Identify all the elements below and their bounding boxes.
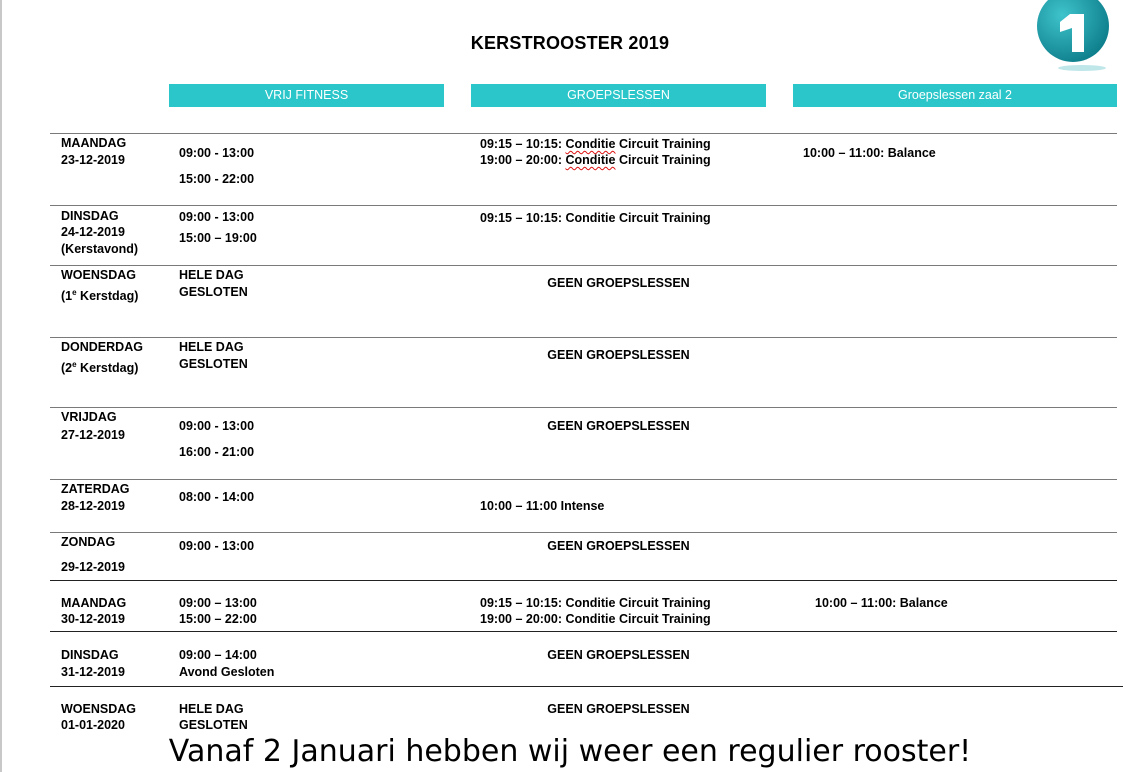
row-divider bbox=[50, 479, 1117, 480]
vrij-fitness-status: GESLOTEN bbox=[179, 285, 248, 299]
groepsles-entry: 09:15 – 10:15: Conditie Circuit Training bbox=[480, 596, 711, 610]
groepsles-entry: 10:00 – 11:00 Intense bbox=[480, 499, 605, 513]
groepsles-entry: GEEN GROEPSLESSEN bbox=[547, 539, 690, 553]
groepsles-entry: 19:00 – 20:00: Conditie Circuit Training bbox=[480, 612, 711, 626]
day-label: ZONDAG bbox=[61, 535, 116, 549]
day-label: WOENSDAG bbox=[61, 268, 136, 282]
vrij-fitness-status: GESLOTEN bbox=[179, 357, 248, 371]
vrij-fitness-time: 09:00 - 13:00 bbox=[179, 146, 255, 160]
row-divider bbox=[50, 407, 1117, 408]
vrij-fitness-time: 15:00 - 22:00 bbox=[179, 172, 255, 186]
day-date: 23-12-2019 bbox=[61, 153, 125, 167]
row-divider bbox=[50, 631, 1117, 632]
row-divider bbox=[50, 337, 1117, 338]
vrij-fitness-time: 09:00 - 13:00 bbox=[179, 539, 255, 553]
day-date: 31-12-2019 bbox=[61, 665, 125, 679]
groepsles-entry: 09:15 – 10:15: Conditie Circuit Training bbox=[480, 211, 711, 225]
row-divider bbox=[50, 265, 1117, 266]
column-header-groepslessen: GROEPSLESSEN bbox=[471, 84, 766, 107]
day-note: (2e Kerstdag) bbox=[61, 360, 139, 376]
day-date: 28-12-2019 bbox=[61, 499, 125, 513]
groepsles-entry: 09:15 – 10:15: Conditie Circuit Training bbox=[480, 137, 711, 151]
day-date: 01-01-2020 bbox=[61, 718, 125, 732]
vrij-fitness-time: 08:00 - 14:00 bbox=[179, 490, 255, 504]
vrij-fitness-time: 15:00 – 19:00 bbox=[179, 231, 257, 245]
day-label: WOENSDAG bbox=[61, 702, 136, 716]
day-note: (1e Kerstdag) bbox=[61, 288, 139, 304]
day-label: ZATERDAG bbox=[61, 482, 130, 496]
day-note: (Kerstavond) bbox=[61, 242, 139, 256]
row-divider bbox=[50, 532, 1117, 533]
day-label: MAANDAG bbox=[61, 136, 127, 150]
row-divider bbox=[50, 205, 1117, 206]
vrij-fitness-time: 16:00 - 21:00 bbox=[179, 445, 255, 459]
vrij-fitness-time: 15:00 – 22:00 bbox=[179, 612, 257, 626]
day-label: DINSDAG bbox=[61, 209, 119, 223]
vrij-fitness-status: HELE DAG bbox=[179, 702, 244, 716]
groepsles-entry: 19:00 – 20:00: Conditie Circuit Training bbox=[480, 153, 711, 167]
day-label: MAANDAG bbox=[61, 596, 127, 610]
vrij-fitness-time: 09:00 – 13:00 bbox=[179, 596, 257, 610]
groepsles-entry: GEEN GROEPSLESSEN bbox=[547, 276, 690, 290]
page-edge bbox=[0, 0, 2, 772]
day-label: DONDERDAG bbox=[61, 340, 143, 354]
vrij-fitness-time: 09:00 - 13:00 bbox=[179, 419, 255, 433]
vrij-fitness-status: HELE DAG bbox=[179, 268, 244, 282]
footer-notice: Vanaf 2 Januari hebben wij weer een regulier rooster! bbox=[168, 734, 972, 769]
zaal2-entry: 10:00 – 11:00: Balance bbox=[803, 146, 936, 160]
groepsles-entry: GEEN GROEPSLESSEN bbox=[547, 419, 690, 433]
vrij-fitness-status: GESLOTEN bbox=[179, 718, 248, 732]
page-title: KERSTROOSTER 2019 bbox=[470, 33, 670, 53]
vrij-fitness-status: HELE DAG bbox=[179, 340, 244, 354]
groepsles-entry: GEEN GROEPSLESSEN bbox=[547, 648, 690, 662]
zaal2-entry: 10:00 – 11:00: Balance bbox=[815, 596, 948, 610]
vrij-fitness-status: Avond Gesloten bbox=[179, 665, 275, 679]
column-header-zaal2: Groepslessen zaal 2 bbox=[793, 84, 1117, 107]
day-date: 27-12-2019 bbox=[61, 428, 125, 442]
row-divider bbox=[50, 133, 1117, 134]
day-date: 24-12-2019 bbox=[61, 225, 125, 239]
day-label: VRIJDAG bbox=[61, 410, 117, 424]
row-divider bbox=[50, 686, 1123, 687]
groepsles-entry: GEEN GROEPSLESSEN bbox=[547, 348, 690, 362]
day-date: 29-12-2019 bbox=[61, 560, 125, 574]
vrij-fitness-time: 09:00 – 14:00 bbox=[179, 648, 257, 662]
column-header-vrij-fitness: VRIJ FITNESS bbox=[169, 84, 444, 107]
day-date: 30-12-2019 bbox=[61, 612, 125, 626]
vrij-fitness-time: 09:00 - 13:00 bbox=[179, 210, 255, 224]
row-divider bbox=[50, 580, 1117, 581]
day-label: DINSDAG bbox=[61, 648, 119, 662]
groepsles-entry: GEEN GROEPSLESSEN bbox=[547, 702, 690, 716]
